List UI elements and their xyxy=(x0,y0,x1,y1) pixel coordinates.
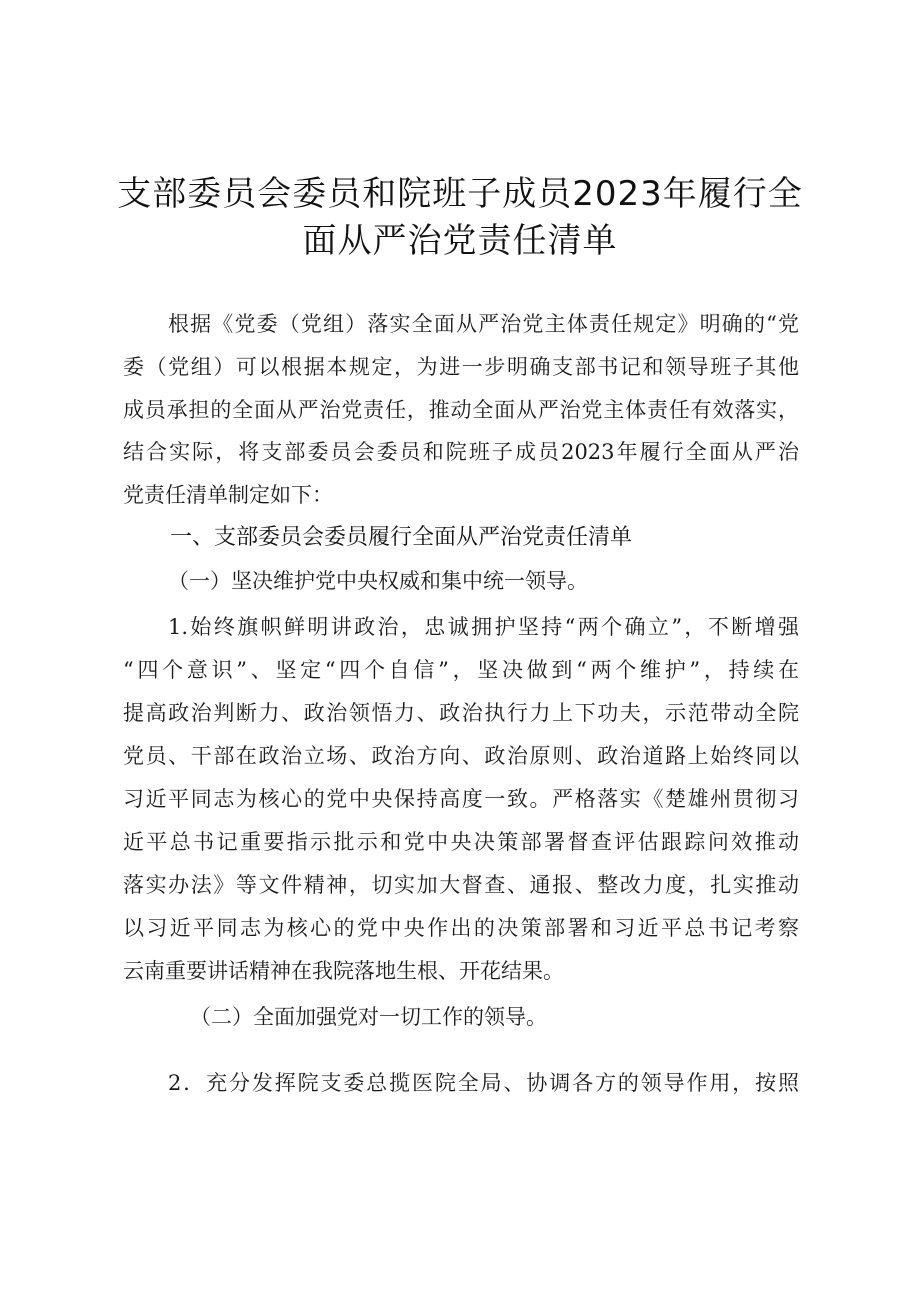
intro-line: 结合实际，将支部委员会委员和院班子成员2023年履行全面从严治 xyxy=(123,440,799,464)
document-title-line-1: 支部委员会委员和院班子成员2023年履行全 xyxy=(117,174,803,214)
intro-line: 党责任清单制定如下： xyxy=(123,483,333,507)
item-1-line: 党员、干部在政治立场、政治方向、政治原则、政治道路上始终同以 xyxy=(123,744,799,768)
intro-line: 成员承担的全面从严治党责任，推动全面从严治党主体责任有效落实， xyxy=(123,398,799,422)
section-heading: 一、支部委员会委员履行全面从严治党责任清单 xyxy=(170,525,633,550)
item-1-line: 近平总书记重要指示批示和党中央决策部署督查评估跟踪问效推动 xyxy=(123,830,799,854)
item-1-line: 习近平同志为核心的党中央保持高度一致。严格落实《楚雄州贯彻习 xyxy=(123,787,799,811)
item-1-line: 落实办法》等文件精神，切实加大督查、通报、整改力度，扎实推动 xyxy=(123,873,799,897)
intro-line: 根据《党委（党组）落实全面从严治党主体责任规定》明确的“党 xyxy=(168,312,799,336)
item-1-line: 云南重要讲话精神在我院落地生根、开花结果。 xyxy=(123,959,564,983)
item-1-line: 1.始终旗帜鲜明讲政治，忠诚拥护坚持“两个确立”，不断增强 xyxy=(168,615,799,639)
item-1-line: “四个意识”、坚定“四个自信”，坚决做到“两个维护”，持续在 xyxy=(123,658,799,682)
item-1-line: 以习近平同志为核心的党中央作出的决策部署和习近平总书记考察 xyxy=(123,916,799,940)
item-2-line: 2．充分发挥院支委总揽医院全局、协调各方的领导作用，按照 xyxy=(168,1071,799,1095)
document-title-line-2: 面从严治党责任清单 xyxy=(302,221,618,261)
intro-line: 委（党组）可以根据本规定，为进一步明确支部书记和领导班子其他 xyxy=(123,355,799,379)
subsection-heading: （二）全面加强党对一切工作的领导。 xyxy=(190,1005,547,1029)
item-1-line: 提高政治判断力、政治领悟力、政治执行力上下功夫，示范带动全院 xyxy=(123,701,799,725)
subsection-heading: （一）坚决维护党中央权威和集中统一领导。 xyxy=(168,569,588,593)
